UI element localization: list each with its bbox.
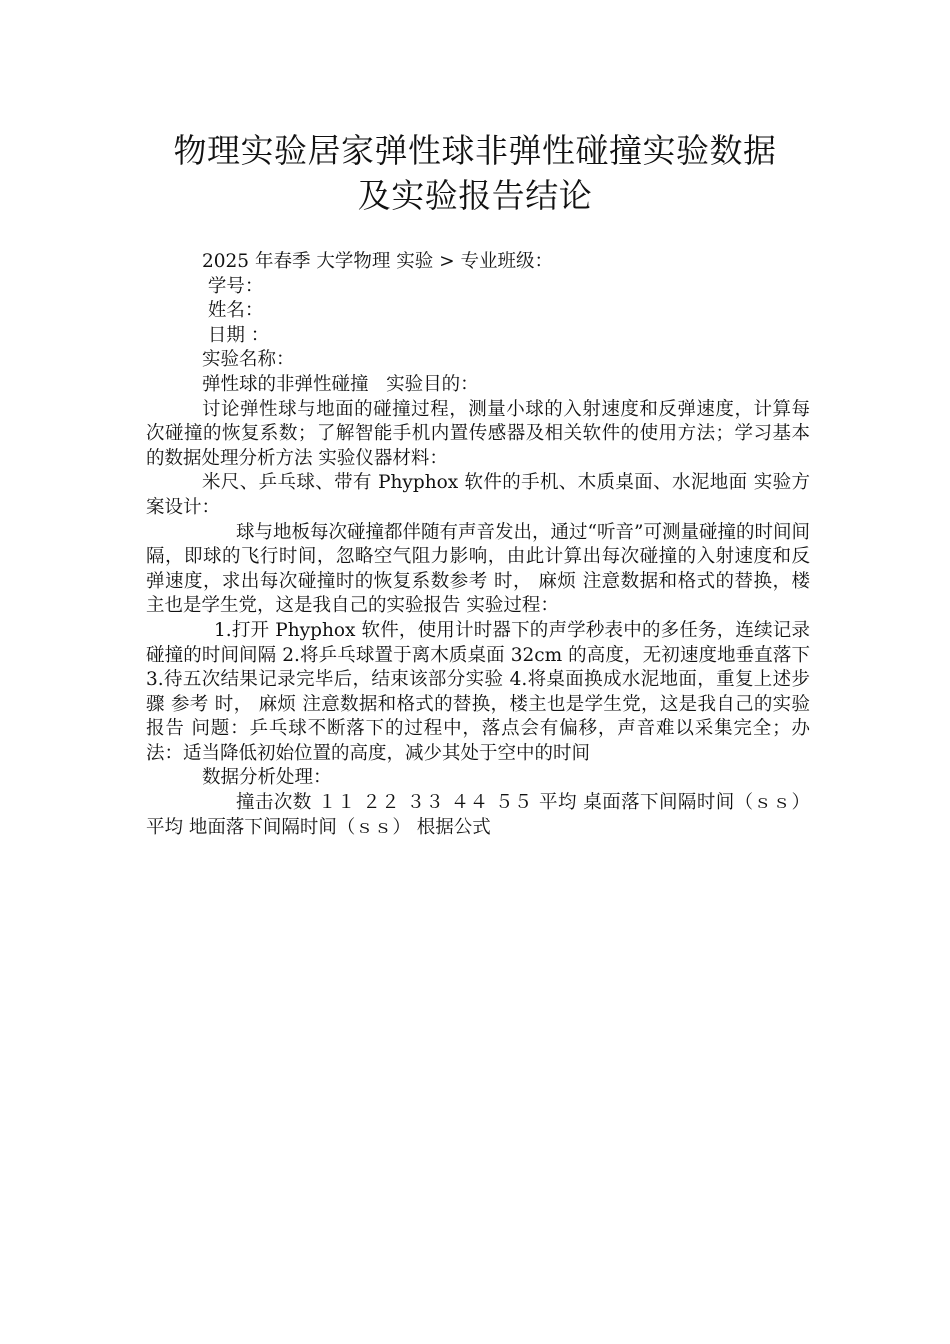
document-title [110,128,840,218]
report-body [146,250,810,840]
data-table-text: 撞击次数 １１ ２２ ３３ ４４ ５５ 平均 桌面落下间隔时间（ｓｓ） 平均 地面落下间隔时间（ｓｓ） 根据公式 [146,792,810,838]
student-id-field: 学号： [202,275,264,297]
experiment-name-and-purpose-heading: 弹性球的非弹性碰撞 实验目的： [202,373,479,395]
title-line-2: 及实验报告结论 [357,176,593,215]
process-paragraph: 1.打开 Phyphox 软件，使用计时器下的声学秒表中的多任务，连续记录碰撞的时间间隔 2.将乒乓球置于离木质桌面 32cm 的高度，无初速度地垂直落下 3.待五次结果记录完毕后，结束该部分实验 4.将桌面换成水泥地面，重复上述步骤 参考 时， 麻烦 注意数据和格式的替换，楼主也是学生党，这是我自己的实验报告 问题：乒乓球不断落下的过程中，落点会有偏移，声音难以采集完全；办法：适当降低初始位置的高度，减少其处于空中的时间 [146,619,810,764]
data-analysis-label: 数据分析处理： [202,767,332,789]
design-paragraph: 球与地板每次碰撞都伴随有声音发出，通过“听音”可测量碰撞的时间间隔，即球的飞行时间，忽略空气阻力影响，由此计算出每次碰撞的入射速度和反弹速度，求出每次碰撞时的恢复系数参考 时， 麻烦 注意数据和格式的替换，楼主也是学生党，这是我自己的实验报告 实验过程： [146,521,810,617]
materials-paragraph: 米尺、乒乓球、带有 Phyphox 软件的手机、木质桌面、水泥地面 实验方案设计： [146,472,810,518]
date-field: 日期 ： [202,324,270,346]
title-line-1: 物理实验居家弹性球非弹性碰撞实验数据 [173,131,777,170]
name-field: 姓名： [202,300,264,322]
experiment-name-label: 实验名称： [202,349,295,371]
purpose-paragraph: 讨论弹性球与地面的碰撞过程，测量小球的入射速度和反弹速度，计算每次碰撞的恢复系数；了解智能手机内置传感器及相关软件的使用方法；学习基本的数据处理分析方法 实验仪器材料： [146,398,810,469]
course-line: 2025 年春季 大学物理 实验 > 专业班级： [202,251,553,272]
